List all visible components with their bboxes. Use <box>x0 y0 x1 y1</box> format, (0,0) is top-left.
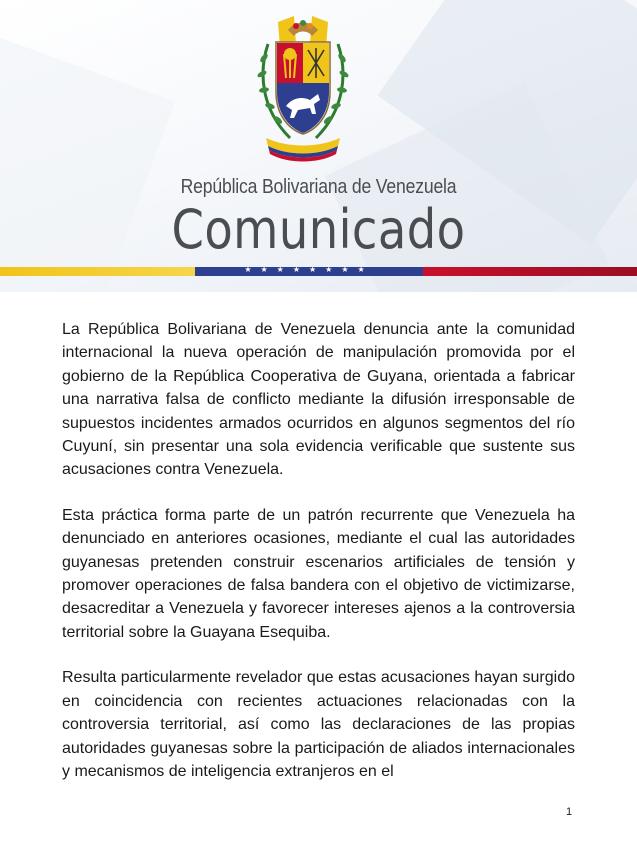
flag-band-yellow <box>0 267 195 276</box>
flag-band <box>0 267 637 276</box>
coat-of-arms-icon <box>238 14 368 164</box>
paragraph: Resulta particularmente revelador que estas acusaciones hayan surgido en coincidencia con recientes actuaciones relacionadas con la controversia territorial, así como las declaraciones de las propias autoridades guyanesas sobre la participación de aliados internacionales y mecanismos de inteligencia extranjeros en el <box>62 669 575 780</box>
flag-band-red <box>423 267 637 276</box>
flag-band-blue <box>195 267 423 276</box>
document-body <box>62 318 575 805</box>
country-name: República Bolivariana de Venezuela <box>180 176 457 198</box>
paragraph: La República Bolivariana de Venezuela denuncia ante la comunidad internacional la nueva operación de manipulación promovida por el gobierno de la República Cooperativa de Guyana, orientada a fabricar una narrativa falsa de conflicto mediante la difusión irresponsable de supuestos incidentes armados ocurridos en algunos segmentos del río Cuyuní, sin presentar una sola evidencia verificable que sustente sus acusaciones contra Venezuela. <box>62 321 575 479</box>
letterhead <box>0 0 637 292</box>
paragraph: Esta práctica forma parte de un patrón recurrente que Venezuela ha denunciado en anteriores ocasiones, mediante el cual las autoridades guyanesas pretenden construir escenarios artificiales de tensión y promover operaciones de falsa bandera con el objetivo de victimizarse, desacreditar a Venezuela y favorecer intereses ajenos a la controversia territorial sobre la Guayana Esequiba. <box>62 506 575 641</box>
stars-icon: ★★★★★★★★ <box>244 265 374 274</box>
page-number: 1 <box>566 806 573 818</box>
document-title: Comunicado <box>171 198 466 261</box>
